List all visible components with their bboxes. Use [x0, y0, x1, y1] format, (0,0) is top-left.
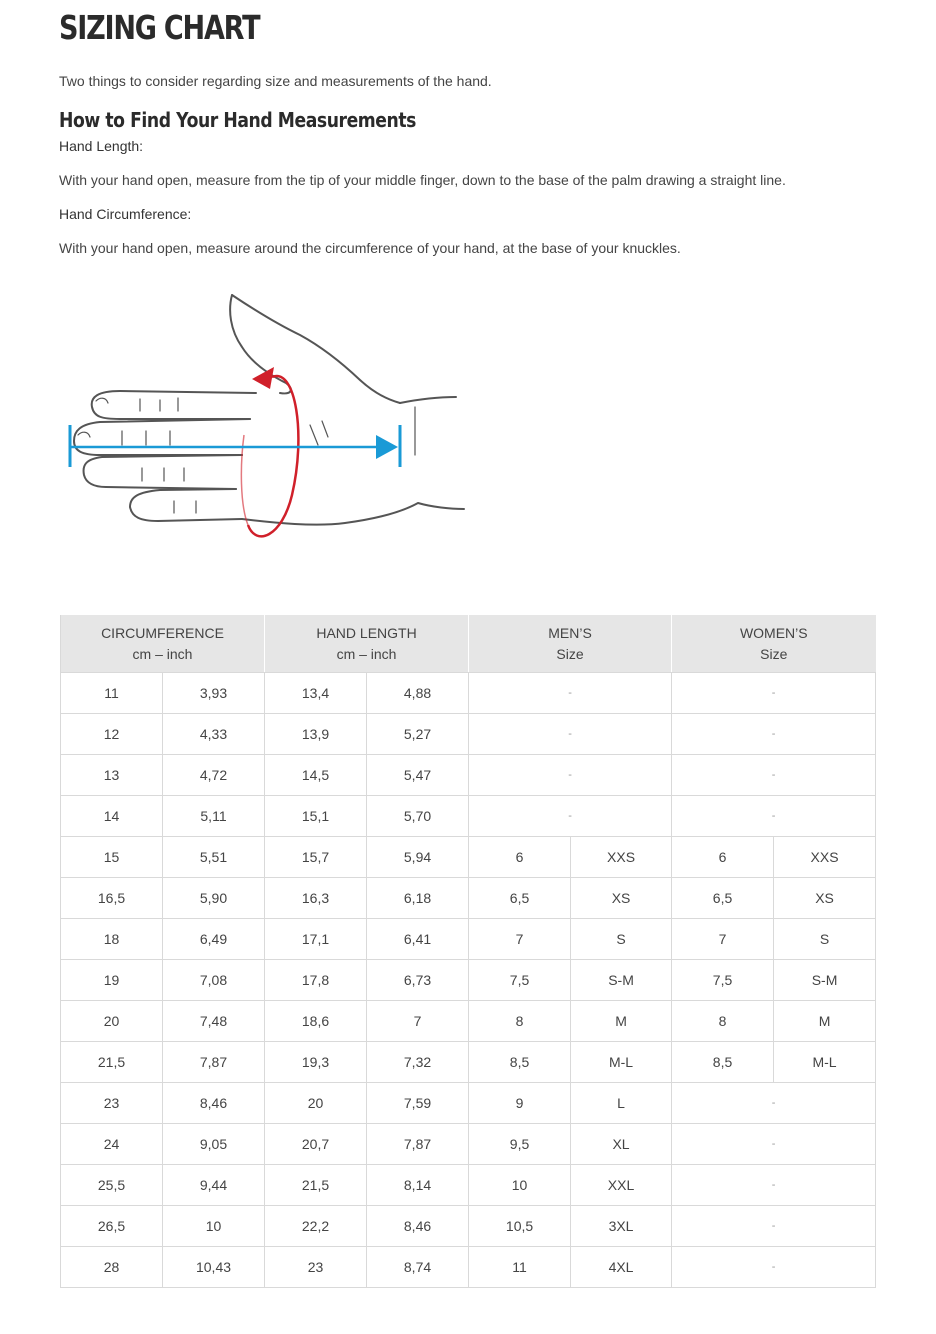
hand-length-cm-cell: 22,2: [265, 1206, 367, 1247]
table-row: [61, 837, 876, 878]
hand-length-cm-cell: 17,8: [265, 960, 367, 1001]
womens-size-cell: S-M: [774, 960, 876, 1001]
hand-length-inch-cell: 4,88: [367, 673, 469, 714]
hand-circumference-label: Hand Circumference:: [59, 206, 192, 222]
circumference-cm-cell: 11: [61, 673, 163, 714]
womens-size-cell: M-L: [774, 1042, 876, 1083]
table-row: [61, 1165, 876, 1206]
womens-size-cell: -: [672, 1247, 876, 1288]
circumference-inch-cell: 8,46: [163, 1083, 265, 1124]
hand-length-inch-cell: 7,59: [367, 1083, 469, 1124]
mens-number-cell: 10,5: [469, 1206, 571, 1247]
circumference-cm-cell: 14: [61, 796, 163, 837]
womens-size-cell: -: [672, 755, 876, 796]
hand-length-label: Hand Length:: [59, 138, 144, 154]
column-header-mens: MEN’S Size: [469, 615, 672, 673]
hand-length-cm-cell: 20: [265, 1083, 367, 1124]
hand-length-inch-cell: 6,73: [367, 960, 469, 1001]
hand-length-inch-cell: 5,47: [367, 755, 469, 796]
circumference-cm-cell: 13: [61, 755, 163, 796]
hand-length-cm-cell: 23: [265, 1247, 367, 1288]
hand-length-cm-cell: 15,1: [265, 796, 367, 837]
table-header-row: [61, 615, 876, 673]
hand-length-inch-cell: 6,18: [367, 878, 469, 919]
hand-length-marker: [70, 425, 400, 467]
circumference-inch-cell: 7,87: [163, 1042, 265, 1083]
womens-number-cell: 6: [672, 837, 774, 878]
womens-size-cell: M: [774, 1001, 876, 1042]
mens-size-cell: XL: [571, 1124, 672, 1165]
mens-size-cell: L: [571, 1083, 672, 1124]
mens-size-cell: XXS: [571, 837, 672, 878]
mens-size-cell: M-L: [571, 1042, 672, 1083]
womens-number-cell: 7: [672, 919, 774, 960]
circumference-inch-cell: 9,44: [163, 1165, 265, 1206]
womens-number-cell: 8,5: [672, 1042, 774, 1083]
table-row: [61, 1001, 876, 1042]
hand-length-inch-cell: 7: [367, 1001, 469, 1042]
womens-number-cell: 8: [672, 1001, 774, 1042]
column-header-womens: WOMEN’S Size: [672, 615, 876, 673]
hand-length-cm-cell: 13,4: [265, 673, 367, 714]
womens-size-cell: S: [774, 919, 876, 960]
circumference-cm-cell: 12: [61, 714, 163, 755]
mens-size-cell: -: [469, 796, 672, 837]
mens-number-cell: 6,5: [469, 878, 571, 919]
table-row: [61, 878, 876, 919]
mens-size-cell: S-M: [571, 960, 672, 1001]
table-row: [61, 1206, 876, 1247]
table-row: [61, 1124, 876, 1165]
mens-size-cell: -: [469, 673, 672, 714]
womens-number-cell: 7,5: [672, 960, 774, 1001]
mens-number-cell: 7: [469, 919, 571, 960]
circumference-cm-cell: 28: [61, 1247, 163, 1288]
hand-length-cm-cell: 18,6: [265, 1001, 367, 1042]
table-row: [61, 755, 876, 796]
table-row: [61, 1083, 876, 1124]
hand-length-cm-cell: 14,5: [265, 755, 367, 796]
mens-size-cell: 4XL: [571, 1247, 672, 1288]
circumference-cm-cell: 15: [61, 837, 163, 878]
mens-size-cell: -: [469, 714, 672, 755]
circumference-cm-cell: 19: [61, 960, 163, 1001]
table-row: [61, 673, 876, 714]
table-row: [61, 1042, 876, 1083]
table-row: [61, 714, 876, 755]
circumference-inch-cell: 5,51: [163, 837, 265, 878]
womens-size-cell: -: [672, 714, 876, 755]
hand-length-cm-cell: 20,7: [265, 1124, 367, 1165]
mens-number-cell: 9: [469, 1083, 571, 1124]
hand-length-inch-cell: 7,87: [367, 1124, 469, 1165]
hand-length-inch-cell: 5,70: [367, 796, 469, 837]
table-row: [61, 919, 876, 960]
hand-length-cm-cell: 19,3: [265, 1042, 367, 1083]
womens-size-cell: -: [672, 1165, 876, 1206]
circumference-inch-cell: 6,49: [163, 919, 265, 960]
mens-size-cell: -: [469, 755, 672, 796]
hand-length-cm-cell: 21,5: [265, 1165, 367, 1206]
circumference-inch-cell: 4,33: [163, 714, 265, 755]
circumference-cm-cell: 24: [61, 1124, 163, 1165]
hand-length-inch-cell: 8,74: [367, 1247, 469, 1288]
circumference-inch-cell: 7,08: [163, 960, 265, 1001]
circumference-inch-cell: 10: [163, 1206, 265, 1247]
circumference-inch-cell: 4,72: [163, 755, 265, 796]
hand-length-cm-cell: 15,7: [265, 837, 367, 878]
circumference-cm-cell: 18: [61, 919, 163, 960]
mens-size-cell: XS: [571, 878, 672, 919]
table-row: [61, 960, 876, 1001]
mens-number-cell: 10: [469, 1165, 571, 1206]
hand-length-cm-cell: 16,3: [265, 878, 367, 919]
circumference-inch-cell: 10,43: [163, 1247, 265, 1288]
womens-size-cell: -: [672, 673, 876, 714]
mens-number-cell: 9,5: [469, 1124, 571, 1165]
hand-length-cm-cell: 17,1: [265, 919, 367, 960]
page-title: SIZING CHART: [59, 8, 260, 47]
womens-size-cell: -: [672, 1083, 876, 1124]
womens-size-cell: -: [672, 796, 876, 837]
mens-size-cell: S: [571, 919, 672, 960]
womens-size-cell: -: [672, 1124, 876, 1165]
circumference-cm-cell: 20: [61, 1001, 163, 1042]
hand-length-inch-cell: 5,94: [367, 837, 469, 878]
circumference-inch-cell: 5,11: [163, 796, 265, 837]
mens-number-cell: 7,5: [469, 960, 571, 1001]
sizing-table: [60, 615, 876, 1288]
circumference-cm-cell: 23: [61, 1083, 163, 1124]
womens-number-cell: 6,5: [672, 878, 774, 919]
hand-length-inch-cell: 8,14: [367, 1165, 469, 1206]
hand-length-inch-cell: 5,27: [367, 714, 469, 755]
womens-size-cell: XS: [774, 878, 876, 919]
circumference-cm-cell: 25,5: [61, 1165, 163, 1206]
table-row: [61, 796, 876, 837]
mens-size-cell: M: [571, 1001, 672, 1042]
section-heading: How to Find Your Hand Measurements: [59, 108, 416, 132]
circumference-cm-cell: 16,5: [61, 878, 163, 919]
hand-length-inch-cell: 7,32: [367, 1042, 469, 1083]
hand-length-text: With your hand open, measure from the tip of your middle finger, down to the base of the palm drawing a straight line.: [59, 172, 786, 188]
circumference-inch-cell: 5,90: [163, 878, 265, 919]
table-row: [61, 1247, 876, 1288]
circumference-inch-cell: 7,48: [163, 1001, 265, 1042]
column-header-hand-length: HAND LENGTH cm – inch: [265, 615, 469, 673]
column-header-circumference: CIRCUMFERENCE cm – inch: [61, 615, 265, 673]
mens-number-cell: 8: [469, 1001, 571, 1042]
hand-length-inch-cell: 6,41: [367, 919, 469, 960]
hand-length-inch-cell: 8,46: [367, 1206, 469, 1247]
hand-measurement-illustration: [60, 285, 480, 555]
womens-size-cell: -: [672, 1206, 876, 1247]
womens-size-cell: XXS: [774, 837, 876, 878]
hand-length-cm-cell: 13,9: [265, 714, 367, 755]
mens-size-cell: 3XL: [571, 1206, 672, 1247]
circumference-cm-cell: 21,5: [61, 1042, 163, 1083]
circumference-inch-cell: 3,93: [163, 673, 265, 714]
mens-number-cell: 8,5: [469, 1042, 571, 1083]
intro-text: Two things to consider regarding size and measurements of the hand.: [59, 73, 492, 89]
mens-number-cell: 11: [469, 1247, 571, 1288]
circumference-inch-cell: 9,05: [163, 1124, 265, 1165]
mens-size-cell: XXL: [571, 1165, 672, 1206]
circumference-cm-cell: 26,5: [61, 1206, 163, 1247]
hand-circumference-text: With your hand open, measure around the circumference of your hand, at the base of your knuckles.: [59, 240, 681, 256]
mens-number-cell: 6: [469, 837, 571, 878]
